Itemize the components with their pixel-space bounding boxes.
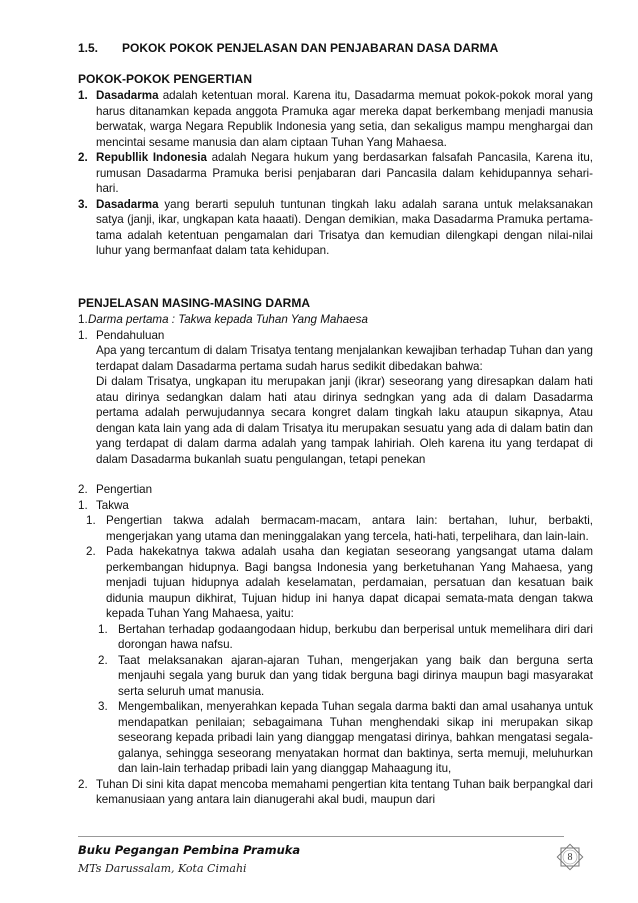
list-item — [78, 699, 593, 777]
takwa-row — [78, 498, 593, 514]
pendahuluan-number: 1. — [78, 328, 88, 342]
item-body: adalah ketentuan moral. Karena itu, Dasadarma memuat pokok-pokok moral yang harus ditanamkan kepada anggota Pramuka agar mereka dapat berkembang menjadi manusia berwatak, warga Negara Republik Indonesia yang setia, dan sekaligus mampu menghargai dan mencintai sesame manusia dan alam ciptaan Tuhan Yang Mahaesa. — [96, 89, 593, 149]
item-text: Pengertian takwa adalah bermacam-macam, antara lain: bertahan, luhur, berbakti, mengerjakan yang utama dan meninggalakan yang tercela, hati-hati, terpelihara, dan lain-lain. — [106, 514, 593, 543]
darma-number: 1. — [78, 313, 88, 326]
page-heading — [78, 41, 498, 57]
item-term: Republlik Indonesia — [96, 151, 207, 164]
footer-divider — [78, 836, 564, 837]
footer-subtitle: MTs Darussalam, Kota Cimahi — [78, 862, 247, 875]
pendahuluan-label: Pendahuluan — [96, 328, 165, 342]
item-text — [96, 197, 593, 259]
item-number: 2. — [98, 653, 108, 667]
list-item — [78, 544, 593, 622]
takwa-number: 1. — [78, 498, 88, 512]
tuhan-text: Tuhan Di sini kita dapat mencoba memahami pengertian kita tentang Tuhan baik berpangkal dari kemanusiaan yang antara lain dianugerahi akal budi, maupun dari — [96, 777, 593, 806]
pengertian-row — [78, 482, 593, 498]
item-number: 2. — [78, 151, 88, 164]
pendahuluan-row — [78, 328, 593, 344]
list-item — [78, 513, 593, 544]
footer-title: Buku Pegangan Pembina Pramuka — [78, 843, 301, 857]
item-text: Pada hakekatnya takwa adalah usaha dan kegiatan seseorang yangsangat utama dalam perkembangan hidupnya. Bagi bangsa Indonesia yang berketuhanan Yang Mahaesa, yang menjadi tujuan hidupnya adalah keselamatan, perdamaian, persatuan dan kesatuan baik didunia maupun dikhirat, Tujuan hidup ini hanya dapat dicapai semata-mata dengan takwa kepada Tuhan Yang Mahaesa, yaitu: — [106, 545, 593, 620]
item-text — [96, 150, 593, 197]
item-term: Dasadarma — [96, 89, 159, 102]
penjelasan-body — [78, 312, 593, 808]
takwa-label: Takwa — [96, 498, 129, 512]
pengertian-number: 2. — [78, 483, 88, 496]
darma-title: Darma pertama : Takwa kepada Tuhan Yang Mahaesa — [88, 313, 368, 326]
list-item — [78, 622, 593, 653]
item-number: 3. — [78, 197, 88, 211]
item-text: Bertahan terhadap godaangodaan hidup, berkubu dan berperisal untuk memelihara diri dari dorongan hawa nafsu. — [118, 622, 593, 651]
list-item — [78, 653, 593, 700]
item-number: 1. — [78, 89, 88, 102]
heading-title: POKOK POKOK PENJELASAN DAN PENJABARAN DASA DARMA — [122, 41, 499, 55]
pengertian-list — [78, 88, 593, 259]
darma-title-row — [78, 312, 593, 328]
heading-number: 1.5. — [78, 41, 99, 55]
tuhan-row — [78, 777, 593, 808]
list-item — [78, 197, 593, 259]
pendahuluan-paragraph-1: Apa yang tercantum di dalam Trisatya tentang menjalankan kewajiban terhadap Tuhan dan yang terdapat dalam Dasadarma pertama sudah harus sedikit dibedakan bahwa: — [96, 344, 593, 373]
page-number: 8 — [567, 852, 573, 863]
item-text: Taat melaksanakan ajaran-ajaran Tuhan, mengerjakan yang baik dan berguna serta menjauhi segala yang buruk dan yang tidak berguna bagi dirinya maupun bagi masyarakat serta seluruh umat manusia. — [118, 653, 593, 698]
item-number: 3. — [98, 700, 108, 713]
tuhan-number: 2. — [78, 777, 88, 791]
item-body: adalah Negara hukum yang berdasarkan falsafah Pancasila, Karena itu, rumusan Dasadarma Pramuka berisi penjabaran dari Pancasila dalam kehidupannya sehari-hari. — [96, 151, 594, 195]
page-number-badge — [555, 842, 585, 872]
item-number: 1. — [98, 622, 108, 636]
section-title-pengertian: POKOK-POKOK PENGERTIAN — [78, 72, 253, 86]
item-term: Dasadarma — [96, 197, 159, 211]
item-body: yang berarti sepuluh tuntunan tingkah laku adalah sarana untuk melaksanakan satya (janji, ikar, ungkapan kata haaati). Dengan demikian, maka Dasadarma Pramuka pertama-tama adalah ketentuan pengamalan dari Trisatya dan kemudian dilengkapi dengan nilai-nilai luhur yang bermanfaat dalam tata kehidupan. — [96, 197, 593, 257]
list-item — [78, 150, 593, 197]
item-number: 1. — [86, 514, 96, 527]
item-text — [96, 88, 593, 150]
pendahuluan-paragraph-2: Di dalam Trisatya, ungkapan itu merupakan janji (ikrar) seseorang yang diresapkan dalam hati atau dirinya sedangkan dalam hati atau dirinya sedngkan yang ada di dalam Dasadarma pertama adalah perwujudannya secara kongret dalam tingkah laku ataupun sikapnya, Atau dengan kata lain yang ada di dalam Trisatya itu merupakan sesuatu yang ada di dalam batin dan yang terdapat di dalam darma adalah yang tampak lahiriah. Oleh karena itu yang terdapat di dalam Dasadarma bukanlah suatu pengulangan, tetapi penekan — [96, 375, 593, 466]
item-text: Mengembalikan, menyerahkan kepada Tuhan segala darma bakti dan amal usahanya untuk mendapatkan penilaian; sebagaimana Tuhan menghendaki sikap ini merupakan sikap seseorang kepada pribadi lain yang dianggap mengatasi dirinya, bahkan mengatasi segala-galanya, sehingga seseorang menyatakan hormat dan baktinya, serta memuji, meluhurkan dan lain-lain terhadap pribadi lain yang dianggap Mahaagung itu, — [118, 700, 593, 775]
item-number: 2. — [86, 545, 96, 558]
section-title-penjelasan: PENJELASAN MASING-MASING DARMA — [78, 296, 311, 310]
list-item — [78, 88, 593, 150]
pengertian-label: Pengertian — [96, 483, 153, 496]
